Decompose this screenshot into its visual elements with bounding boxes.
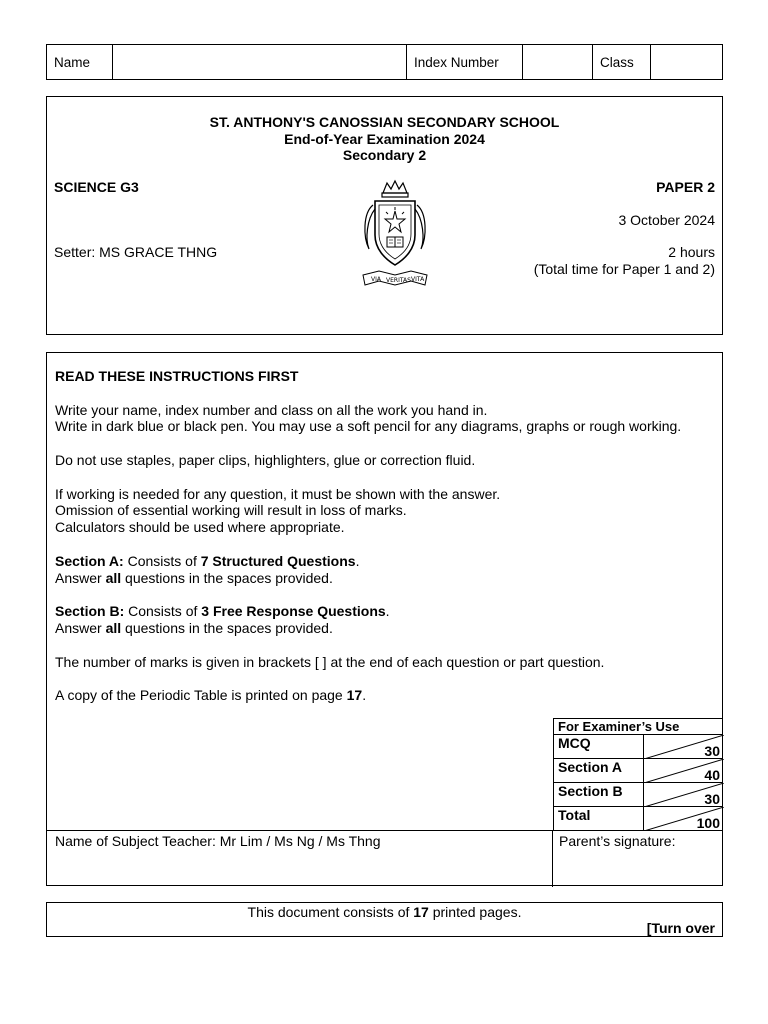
text: printed pages. bbox=[428, 904, 522, 920]
instructions-box bbox=[46, 352, 723, 886]
total-label: Total bbox=[554, 807, 644, 831]
table-row bbox=[554, 759, 723, 783]
section-a-score-label: Section A bbox=[554, 759, 644, 783]
instruction-line: Calculators should be used where appropriate. bbox=[55, 519, 345, 535]
level: Secondary 2 bbox=[342, 147, 427, 163]
text-bold: all bbox=[105, 570, 122, 586]
total-score-cell[interactable] bbox=[643, 807, 722, 831]
duration: 2 hours bbox=[668, 244, 715, 260]
text: Answer bbox=[55, 570, 106, 586]
school-crest-icon bbox=[359, 179, 431, 291]
section-a-answer bbox=[55, 570, 715, 587]
table-row bbox=[554, 783, 723, 807]
index-number-field[interactable] bbox=[523, 45, 593, 79]
paper: PAPER 2 bbox=[656, 179, 715, 195]
section-b-label: Section B: bbox=[55, 603, 125, 619]
text: . bbox=[362, 687, 367, 703]
text: questions in the spaces provided. bbox=[121, 570, 333, 586]
examiner-use-header: For Examiner’s Use bbox=[554, 719, 723, 735]
mcq-label: MCQ bbox=[554, 735, 644, 759]
instructions-heading: READ THESE INSTRUCTIONS FIRST bbox=[55, 368, 299, 384]
section-a-label: Section A: bbox=[55, 553, 124, 569]
section-a-score-cell[interactable] bbox=[643, 759, 722, 783]
table-row bbox=[554, 807, 723, 831]
crest-motto-veritas: VERITAS bbox=[386, 277, 411, 284]
section-b-max-marks: 30 bbox=[704, 791, 720, 807]
setter: Setter: MS GRACE THNG bbox=[54, 244, 218, 260]
text: Consists of bbox=[123, 553, 201, 569]
exam-date: 3 October 2024 bbox=[618, 212, 715, 228]
parent-signature-label: Parent’s signature: bbox=[559, 833, 676, 849]
mcq-max-marks: 30 bbox=[704, 743, 720, 759]
teacher-parent-row bbox=[47, 830, 722, 887]
parent-signature-field[interactable] bbox=[553, 851, 717, 885]
name-label: Name bbox=[47, 45, 113, 79]
instruction-line: Write your name, index number and class on all the work you hand in. bbox=[55, 402, 488, 418]
section-b-score-label: Section B bbox=[554, 783, 644, 807]
class-field[interactable] bbox=[651, 45, 722, 79]
mcq-score-cell[interactable] bbox=[643, 735, 722, 759]
periodic-page-number: 17 bbox=[346, 687, 363, 703]
duration-note: (Total time for Paper 1 and 2) bbox=[533, 261, 715, 277]
section-b-answer bbox=[55, 620, 715, 637]
page-count-note bbox=[47, 904, 722, 920]
text: questions in the spaces provided. bbox=[121, 620, 333, 636]
total-max-marks: 100 bbox=[696, 815, 720, 831]
text: . bbox=[385, 603, 390, 619]
text: Answer bbox=[55, 620, 106, 636]
crest-motto-via: VIA bbox=[371, 276, 381, 283]
subject: SCIENCE G3 bbox=[54, 179, 139, 195]
index-number-label: Index Number bbox=[407, 45, 523, 79]
section-b-score-cell[interactable] bbox=[643, 783, 722, 807]
table-row bbox=[554, 735, 723, 759]
student-id-table bbox=[46, 44, 723, 80]
examiner-use-table bbox=[553, 718, 723, 831]
text: Consists of bbox=[124, 603, 202, 619]
section-a-max-marks: 40 bbox=[704, 767, 720, 783]
crest-motto-vita: VITA bbox=[411, 276, 425, 283]
name-field[interactable] bbox=[113, 45, 407, 79]
page-count: 17 bbox=[413, 904, 429, 920]
section-b-description bbox=[55, 603, 715, 620]
text-bold: all bbox=[105, 620, 122, 636]
class-label: Class bbox=[593, 45, 651, 79]
subject-teacher-label: Name of Subject Teacher: Mr Lim / Ms Ng / Ms Thng bbox=[55, 833, 381, 849]
footer-box bbox=[46, 902, 723, 937]
turn-over: [Turn over bbox=[646, 920, 715, 936]
text: . bbox=[355, 553, 360, 569]
instruction-line: Omission of essential working will result in loss of marks. bbox=[55, 502, 407, 518]
text: This document consists of bbox=[247, 904, 414, 920]
section-a-description bbox=[55, 553, 715, 570]
instruction-line: Write in dark blue or black pen. You may use a soft pencil for any diagrams, graphs or rough working. bbox=[55, 418, 682, 434]
marks-note: The number of marks is given in brackets [ ] at the end of each question or part question. bbox=[55, 654, 605, 670]
instruction-line: Do not use staples, paper clips, highlighters, glue or correction fluid. bbox=[55, 452, 476, 468]
text: A copy of the Periodic Table is printed on page bbox=[55, 687, 347, 703]
exam-title-box bbox=[46, 96, 723, 335]
exam-name: End-of-Year Examination 2024 bbox=[284, 131, 485, 147]
school-name: ST. ANTHONY'S CANOSSIAN SECONDARY SCHOOL bbox=[209, 114, 560, 130]
periodic-table-note bbox=[55, 687, 715, 704]
section-b-count: 3 Free Response Questions bbox=[201, 603, 386, 619]
instruction-line: If working is needed for any question, it must be shown with the answer. bbox=[55, 486, 501, 502]
section-a-count: 7 Structured Questions bbox=[200, 553, 356, 569]
